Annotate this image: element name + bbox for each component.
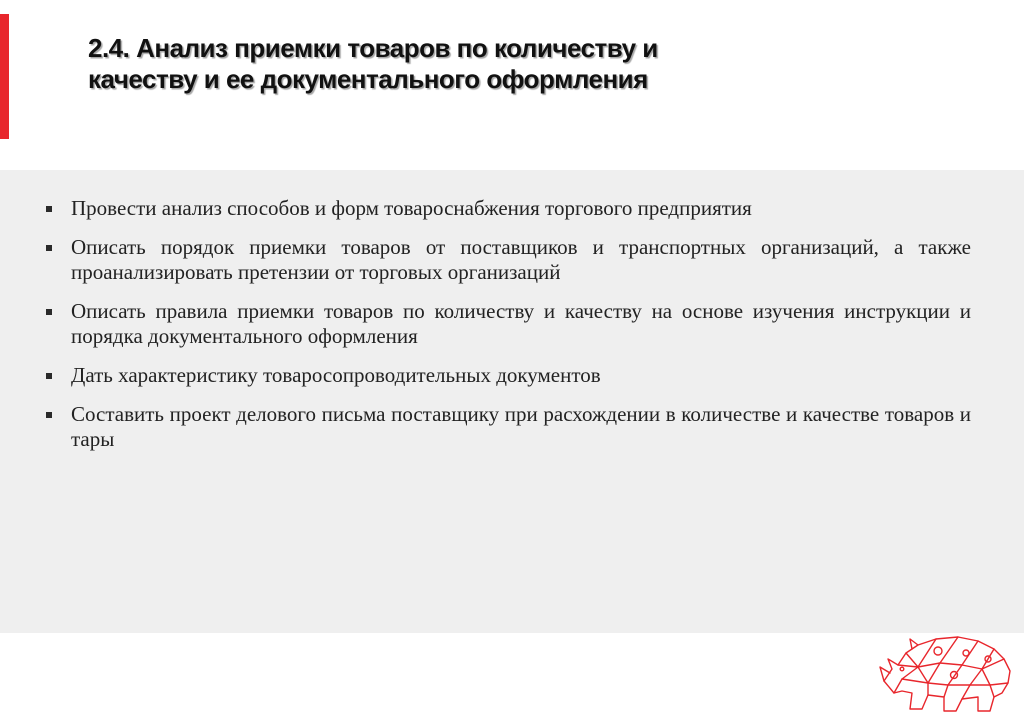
bullet-item [45, 196, 971, 221]
bullet-item [45, 235, 971, 285]
slide-title-line-2: качеству и ее документального оформления [88, 64, 648, 94]
bullet-text: Описать правила приемки товаров по количеству и качеству на основе изучения инструкции и порядка документального оформления [71, 299, 971, 348]
bullet-text: Провести анализ способов и форм товароснабжения торгового предприятия [71, 196, 752, 220]
bullet-item [45, 299, 971, 349]
accent-bar [0, 14, 9, 139]
bullet-text: Составить проект делового письма поставщику при расхождении в количестве и качестве товаров и тары [71, 402, 971, 451]
bullet-text: Дать характеристику товаросопроводительных документов [71, 363, 601, 387]
square-bullet-icon [46, 206, 52, 212]
slide-title [88, 33, 928, 95]
square-bullet-icon [46, 373, 52, 379]
square-bullet-icon [46, 412, 52, 418]
square-bullet-icon [46, 309, 52, 315]
square-bullet-icon [46, 245, 52, 251]
slide-title-line-1: 2.4. Анализ приемки товаров по количеству и [88, 33, 658, 63]
rhino-icon [878, 623, 1016, 715]
bullet-item [45, 402, 971, 452]
bullet-text: Описать порядок приемки товаров от поставщиков и транспортных организаций, а также проанализировать претензии от торговых организаций [71, 235, 971, 284]
bullet-item [45, 363, 971, 388]
bullet-list [45, 196, 971, 466]
